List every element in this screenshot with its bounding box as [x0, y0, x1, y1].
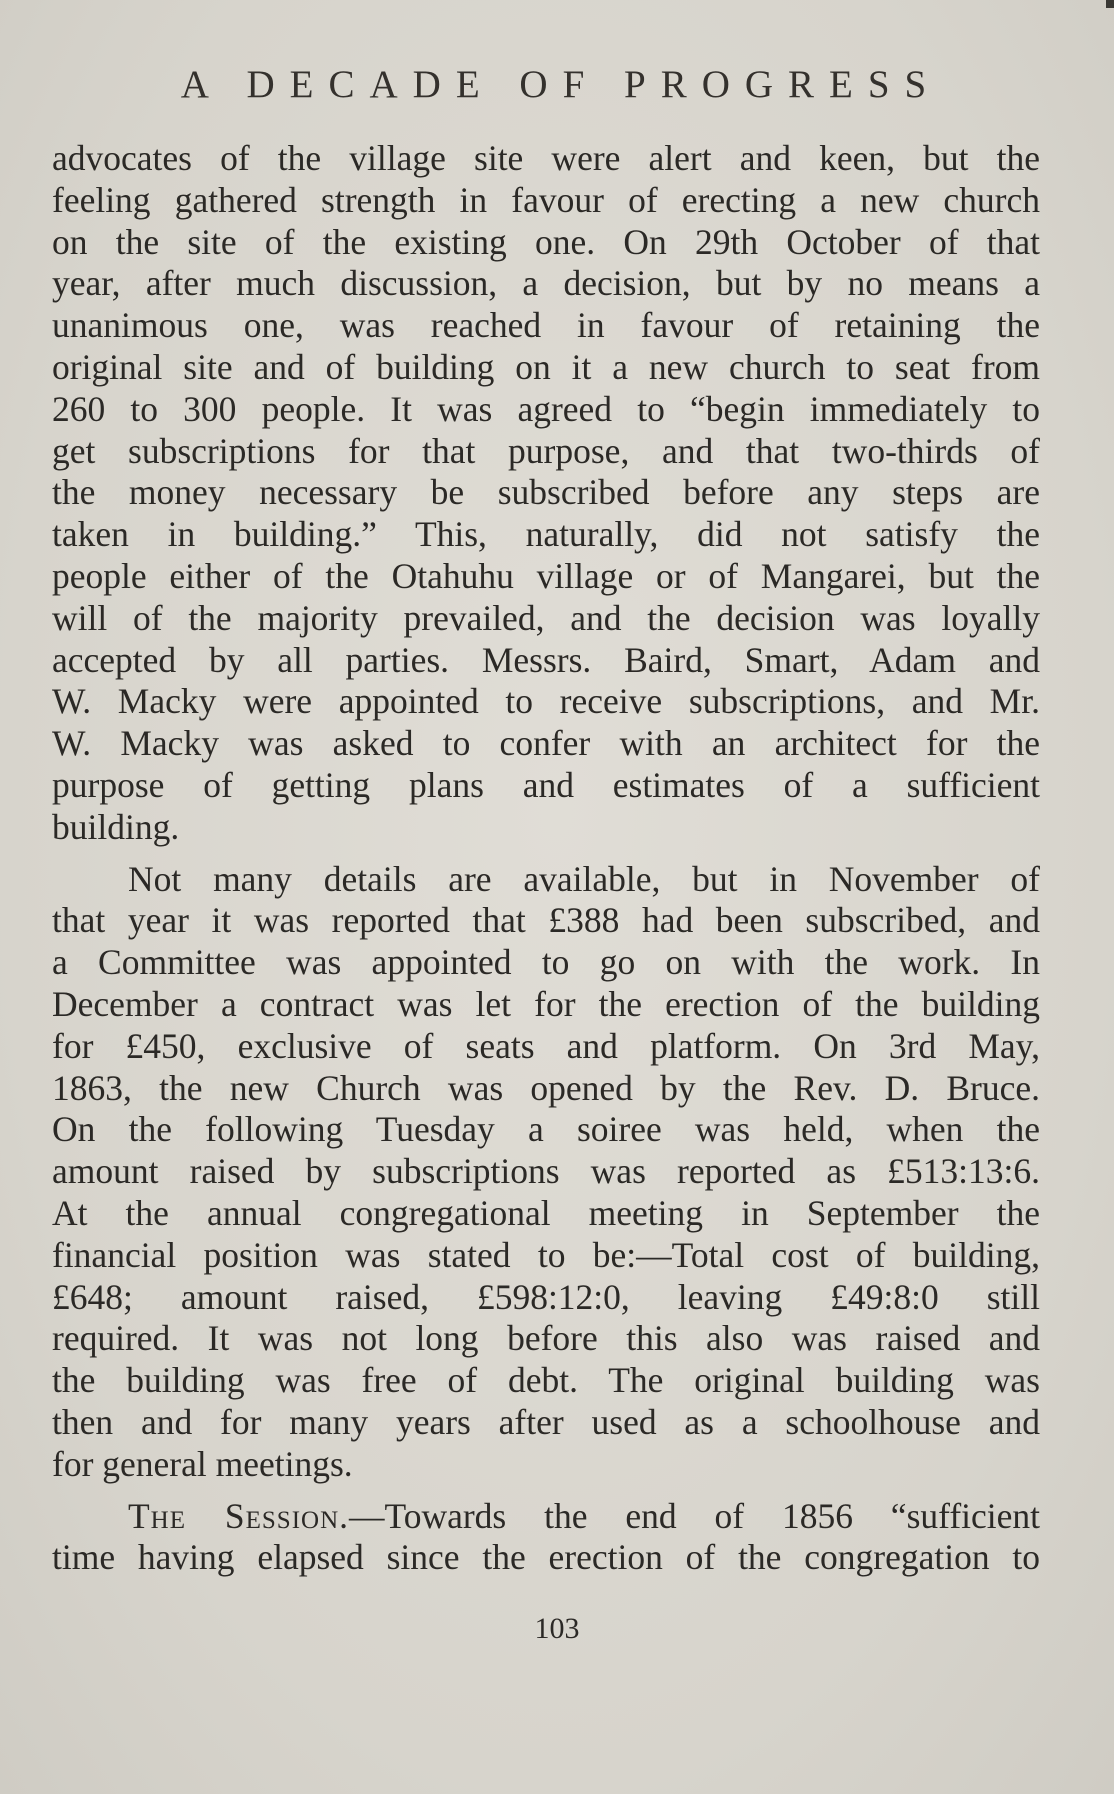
- text-line: unanimous one, was reached in favour of retaining the: [52, 305, 1040, 346]
- text-line: £648; amount raised, £598:12:0, leaving £49:8:0 still: [52, 1276, 1040, 1317]
- text-line: amount raised by subscriptions was reported as £513:13:6.: [52, 1151, 1040, 1192]
- text-line: year, after much discussion, a decision, but by no means a: [52, 263, 1040, 304]
- text-line: that year it was reported that £388 had been subscribed, and: [52, 900, 1040, 941]
- section-heading: The Session.: [128, 1495, 350, 1536]
- heading-continuation: —Towards the end of 1856 “sufficient: [349, 1495, 1040, 1536]
- text-line: 1863, the new Church was opened by the Rev. D. Bruce.: [52, 1067, 1040, 1108]
- text-line: December a contract was let for the erection of the building: [52, 983, 1040, 1024]
- scan-corner-mark: [1106, 0, 1114, 8]
- text-line: accepted by all parties. Messrs. Baird, Smart, Adam and: [52, 639, 1040, 680]
- text-line: taken in building.” This, naturally, did not satisfy the: [52, 514, 1040, 555]
- text-line: for £450, exclusive of seats and platform. On 3rd May,: [52, 1025, 1040, 1066]
- paragraph-3: [52, 1496, 1040, 1580]
- text-line: building.: [52, 806, 180, 847]
- text-line: advocates of the village site were alert and keen, but the: [52, 138, 1040, 178]
- text-line: get subscriptions for that purpose, and that two-thirds of: [52, 430, 1040, 471]
- text-line: 260 to 300 people. It was agreed to “begin immediately to: [52, 388, 1040, 429]
- text-line: original site and of building on it a new church to seat from: [52, 346, 1040, 387]
- body-text: [52, 138, 1040, 1589]
- running-title: A DECADE OF PROGRESS: [180, 63, 942, 106]
- text-line: required. It was not long before this also was raised and: [52, 1318, 1040, 1359]
- text-line: W. Macky was asked to confer with an architect for the: [52, 723, 1040, 764]
- text-line: the money necessary be subscribed before any steps are: [52, 472, 1040, 513]
- text-line: At the annual congregational meeting in September the: [52, 1192, 1040, 1233]
- text-line: On the following Tuesday a soiree was held, when the: [52, 1109, 1040, 1150]
- text-line: on the site of the existing one. On 29th October of that: [52, 221, 1040, 262]
- text-line: a Committee was appointed to go on with the work. In: [52, 942, 1040, 983]
- text-line: purpose of getting plans and estimates of a sufficient: [52, 764, 1040, 805]
- text-line: [52, 1496, 1040, 1538]
- text-line: financial position was stated to be:—Total cost of building,: [52, 1234, 1040, 1275]
- text-line: for general meetings.: [52, 1443, 353, 1484]
- text-line: people either of the Otahuhu village or of Mangarei, but the: [52, 555, 1040, 596]
- text-line: then and for many years after used as a schoolhouse and: [52, 1401, 1040, 1442]
- text-line: will of the majority prevailed, and the decision was loyally: [52, 597, 1040, 638]
- text-line: Not many details are available, but in November of: [128, 858, 1040, 899]
- text-line: time having elapsed since the erection of the congregation to: [52, 1537, 1040, 1578]
- text-line: W. Macky were appointed to receive subscriptions, and Mr.: [52, 681, 1040, 722]
- text-line: the building was free of debt. The original building was: [52, 1360, 1040, 1401]
- paragraph-1: [52, 138, 1040, 849]
- paragraph-2: [52, 859, 1040, 1486]
- text-line: feeling gathered strength in favour of erecting a new church: [52, 179, 1040, 220]
- page-number: 103: [534, 1612, 580, 1645]
